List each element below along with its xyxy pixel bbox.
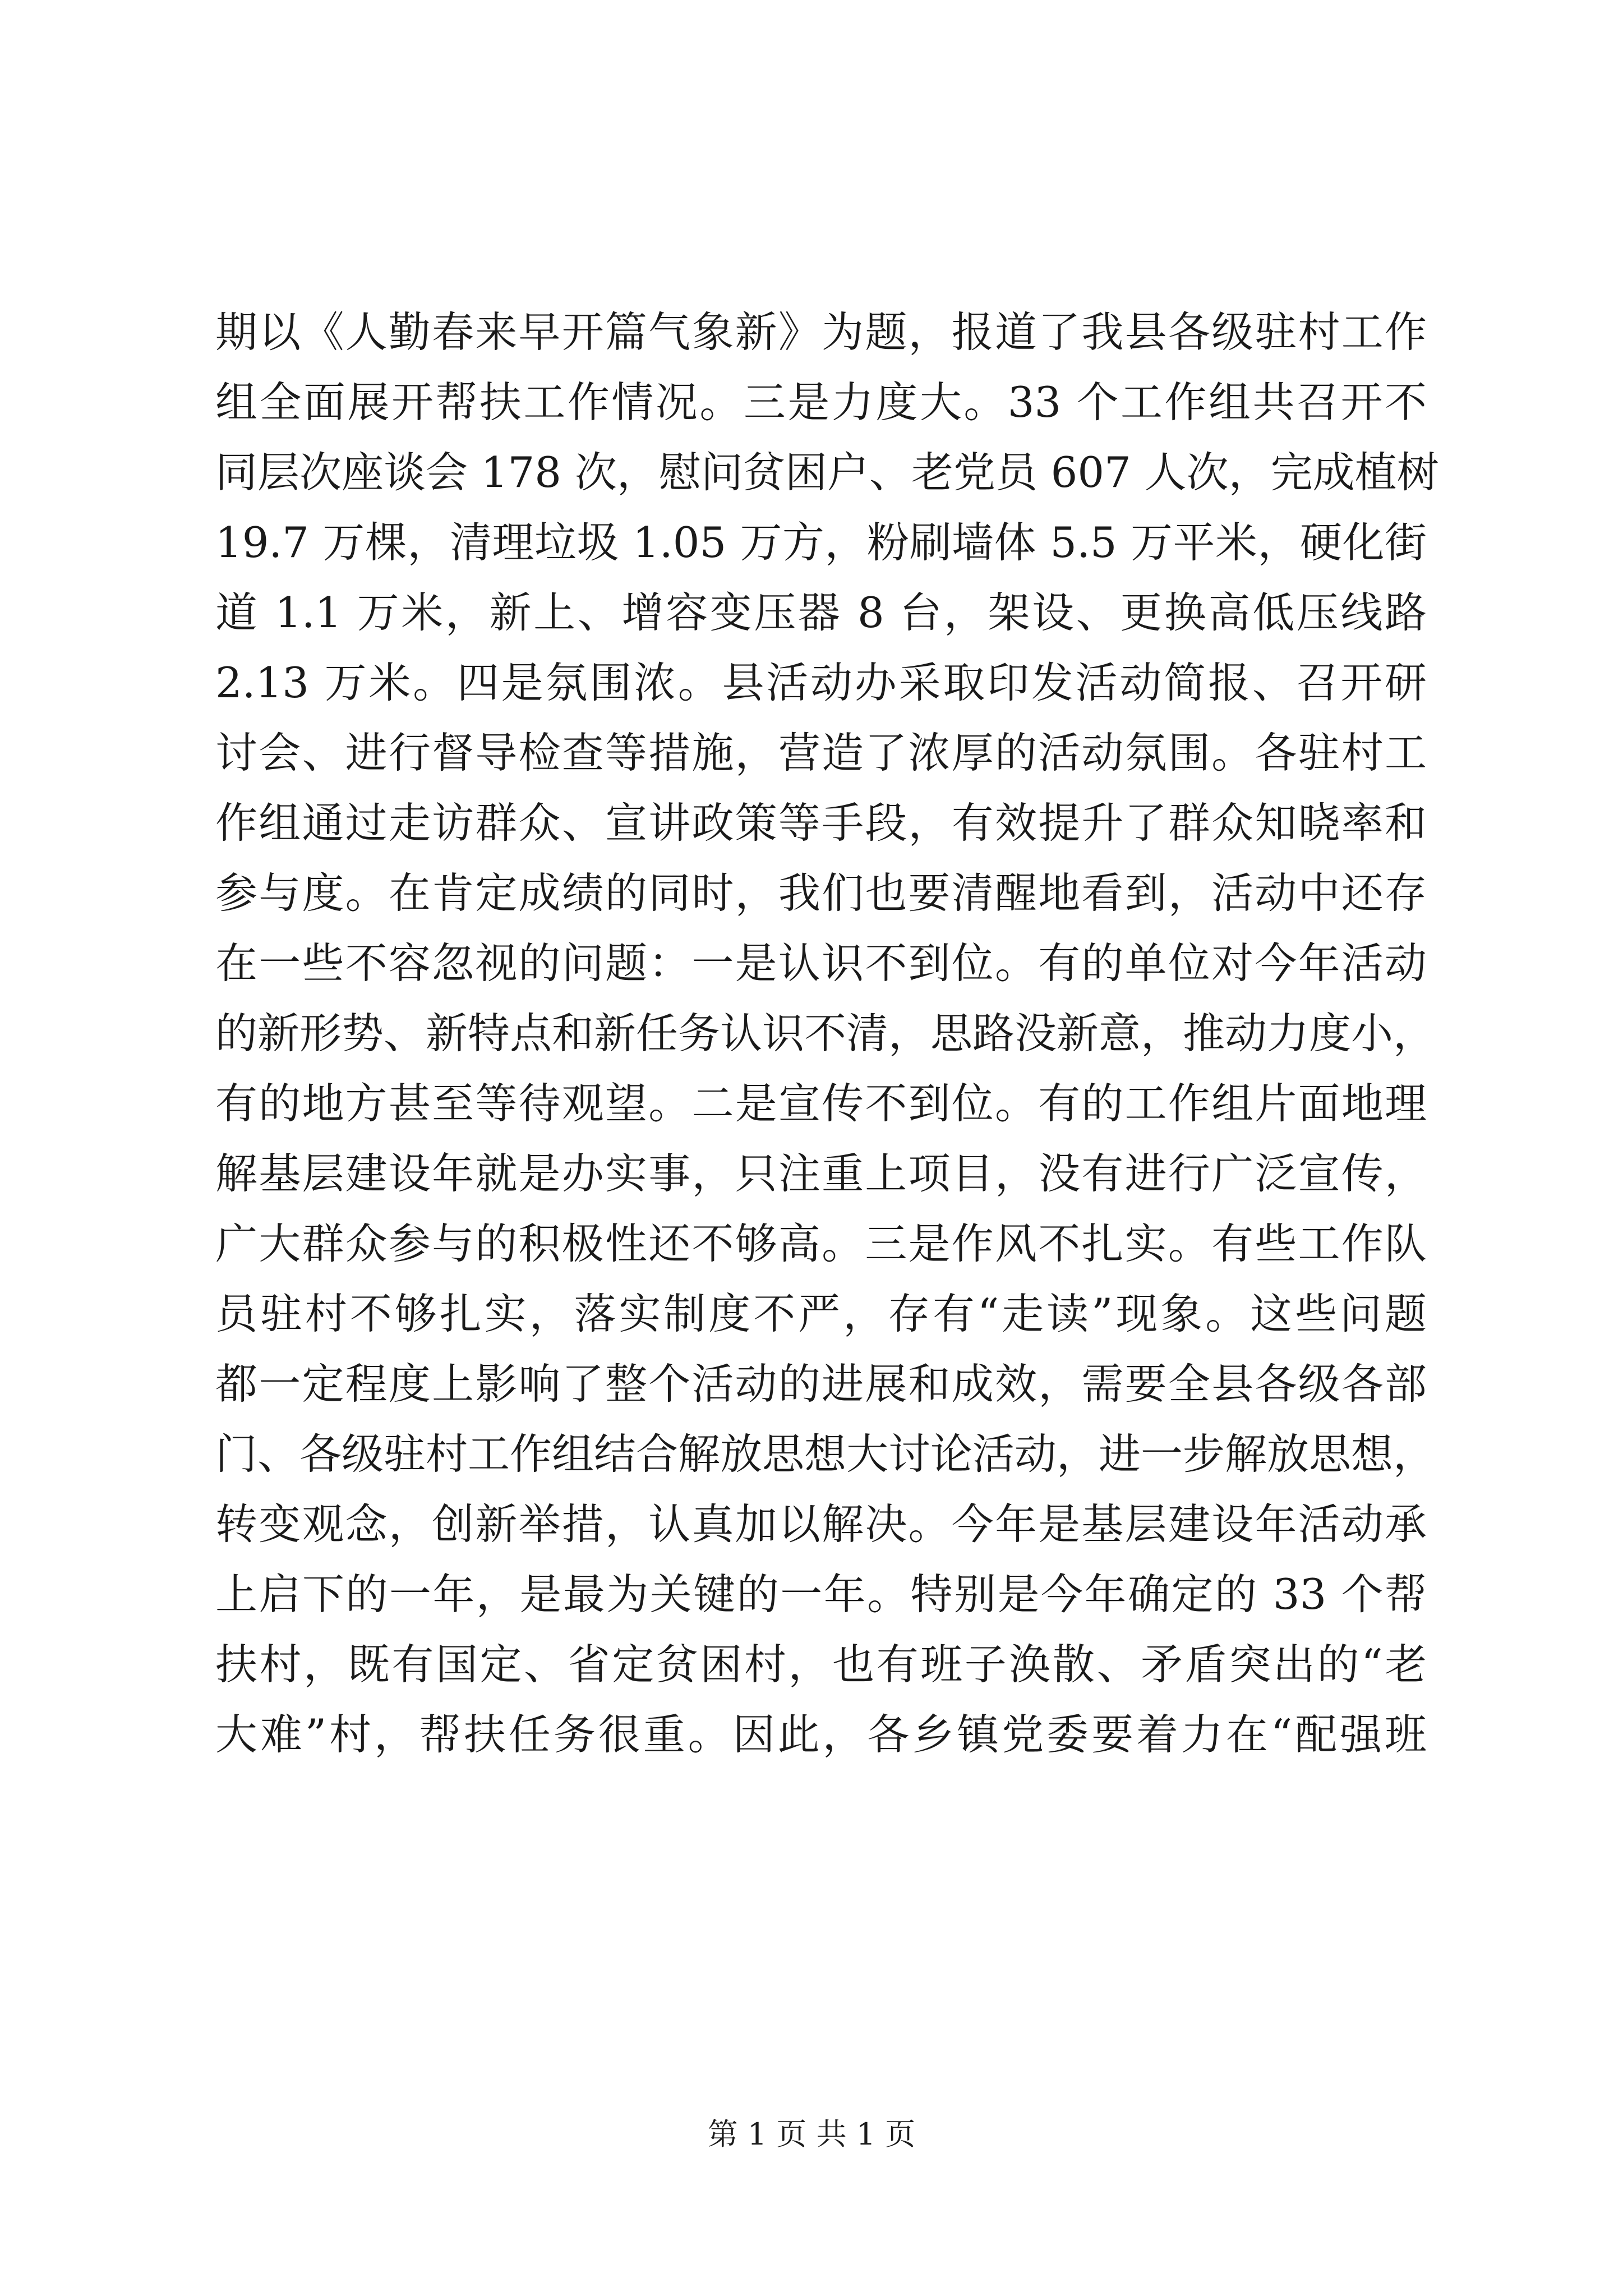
text-line-20: 扶村，既有国定、省定贫困村，也有班子涣散、矛盾突出的“老: [215, 1640, 1427, 1689]
text-line-7: 讨会、进行督导检查等措施，营造了浓厚的活动氛围。各驻村工: [215, 728, 1427, 777]
text-line-17: 门、各级驻村工作组结合解放思想大讨论活动，进一步解放思想，: [215, 1429, 1436, 1479]
text-line-1: 期以《人勤春来早开篇气象新》为题，报道了我县各级驻村工作: [215, 307, 1427, 357]
text-line-21: 大难”村，帮扶任务很重。因此，各乡镇党委要着力在“配强班: [215, 1710, 1427, 1759]
text-line-6: 2.13 万米。四是氛围浓。县活动办采取印发活动简报、召开研: [215, 658, 1427, 707]
text-line-18: 转变观念，创新举措，认真加以解决。今年是基层建设年活动承: [215, 1499, 1427, 1549]
text-line-15: 员驻村不够扎实，落实制度不严，存有“走读”现象。这些问题: [215, 1289, 1427, 1338]
text-line-19: 上启下的一年，是最为关键的一年。特别是今年确定的 33 个帮: [215, 1570, 1427, 1619]
text-line-14: 广大群众参与的积极性还不够高。三是作风不扎实。有些工作队: [215, 1219, 1427, 1268]
text-line-8: 作组通过走访群众、宣讲政策等手段，有效提升了群众知晓率和: [215, 798, 1427, 848]
text-line-12: 有的地方甚至等待观望。二是宣传不到位。有的工作组片面地理: [215, 1079, 1427, 1128]
text-line-4: 19.7 万棵，清理垃圾 1.05 万方，粉刷墙体 5.5 万平米，硬化街: [215, 518, 1427, 567]
text-line-9: 参与度。在肯定成绩的同时，我们也要清醒地看到，活动中还存: [215, 868, 1427, 918]
text-line-10: 在一些不容忽视的问题：一是认识不到位。有的单位对今年活动: [215, 938, 1427, 988]
body-text: [215, 297, 1439, 1770]
text-line-13: 解基层建设年就是办实事，只注重上项目，没有进行广泛宣传，: [215, 1149, 1427, 1198]
text-line-2: 组全面展开帮扶工作情况。三是力度大。33 个工作组共召开不: [215, 378, 1427, 427]
text-line-3: 同层次座谈会 178 次，慰问贫困户、老党员 607 人次，完成植树: [215, 448, 1439, 497]
text-line-11: 的新形势、新特点和新任务认识不清，思路没新意，推动力度小，: [215, 1009, 1436, 1058]
text-line-16: 都一定程度上影响了整个活动的进展和成效，需要全县各级各部: [215, 1359, 1427, 1409]
page-number-label: 第 1 页 共 1 页: [707, 2116, 916, 2152]
text-line-5: 道 1.1 万米，新上、增容变压器 8 台，架设、更换高低压线路: [215, 588, 1427, 637]
page-footer: [0, 2115, 1623, 2154]
